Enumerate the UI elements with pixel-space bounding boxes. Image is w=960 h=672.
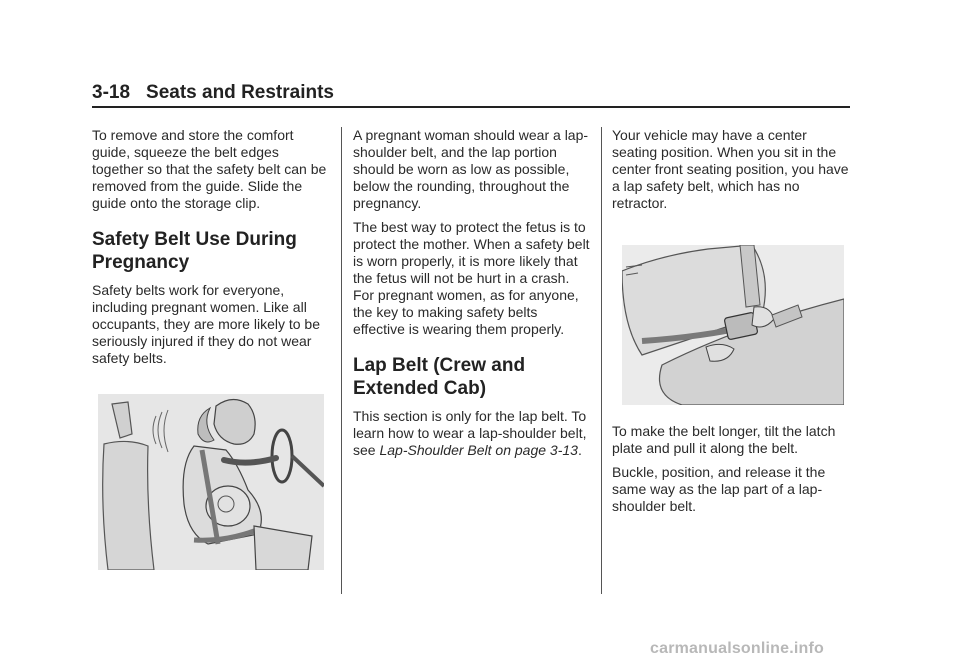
watermark-text: carmanualsonline.info	[650, 640, 825, 657]
column-divider	[601, 127, 602, 594]
paragraph-with-crossref	[353, 408, 591, 459]
page-header	[92, 82, 850, 108]
paragraph-text: This section is only for the lap belt. To learn how to wear a lap-shoulder belt, see	[353, 408, 587, 458]
paragraph: Buckle, position, and release it the same way as the lap part of a lap-shoulder belt.	[612, 464, 826, 514]
heading-lap-belt: Lap Belt (Crew and Extended Cab)	[353, 355, 526, 399]
paragraph: The best way to protect the fetus is to protect the mother. When a safety belt is worn properly, it is more likely that the fetus will not be hurt in a crash. For pregnant women, as for anyone, the key to making safety belts effective is wearing them properly.	[353, 219, 590, 337]
paragraph-end: .	[577, 442, 582, 458]
page-number: 3-18	[92, 82, 131, 103]
heading-safety-belt-pregnancy: Safety Belt Use During Pregnancy	[92, 229, 297, 273]
column-divider	[341, 127, 342, 594]
paragraph: Safety belts work for everyone, including pregnant women. Like all occupants, they are more likely to be seriously injured if they do not wear safety belts.	[92, 282, 321, 366]
pregnant-woman-belt-illustration	[98, 394, 324, 570]
paragraph: To remove and store the comfort guide, squeeze the belt edges together so that the safety belt can be removed from the guide. Slide the guide onto the storage clip.	[92, 127, 327, 211]
section-title: Seats and Restraints	[146, 82, 334, 103]
paragraph: Your vehicle may have a center seating position. When you sit in the center front seating position, you have a lap safety belt, which has no retractor.	[612, 127, 849, 211]
paragraph: To make the belt longer, tilt the latch plate and pull it along the belt.	[612, 423, 836, 456]
column-3	[612, 127, 850, 522]
lap-belt-illustration	[622, 245, 844, 405]
paragraph: A pregnant woman should wear a lap-shoulder belt, and the lap portion should be worn as low as possible, below the rounding, throughout the pregnancy.	[353, 127, 589, 211]
column-1	[92, 127, 330, 570]
column-2	[353, 127, 591, 466]
crossref-link[interactable]: Lap-Shoulder Belt on page 3-13	[379, 442, 578, 458]
